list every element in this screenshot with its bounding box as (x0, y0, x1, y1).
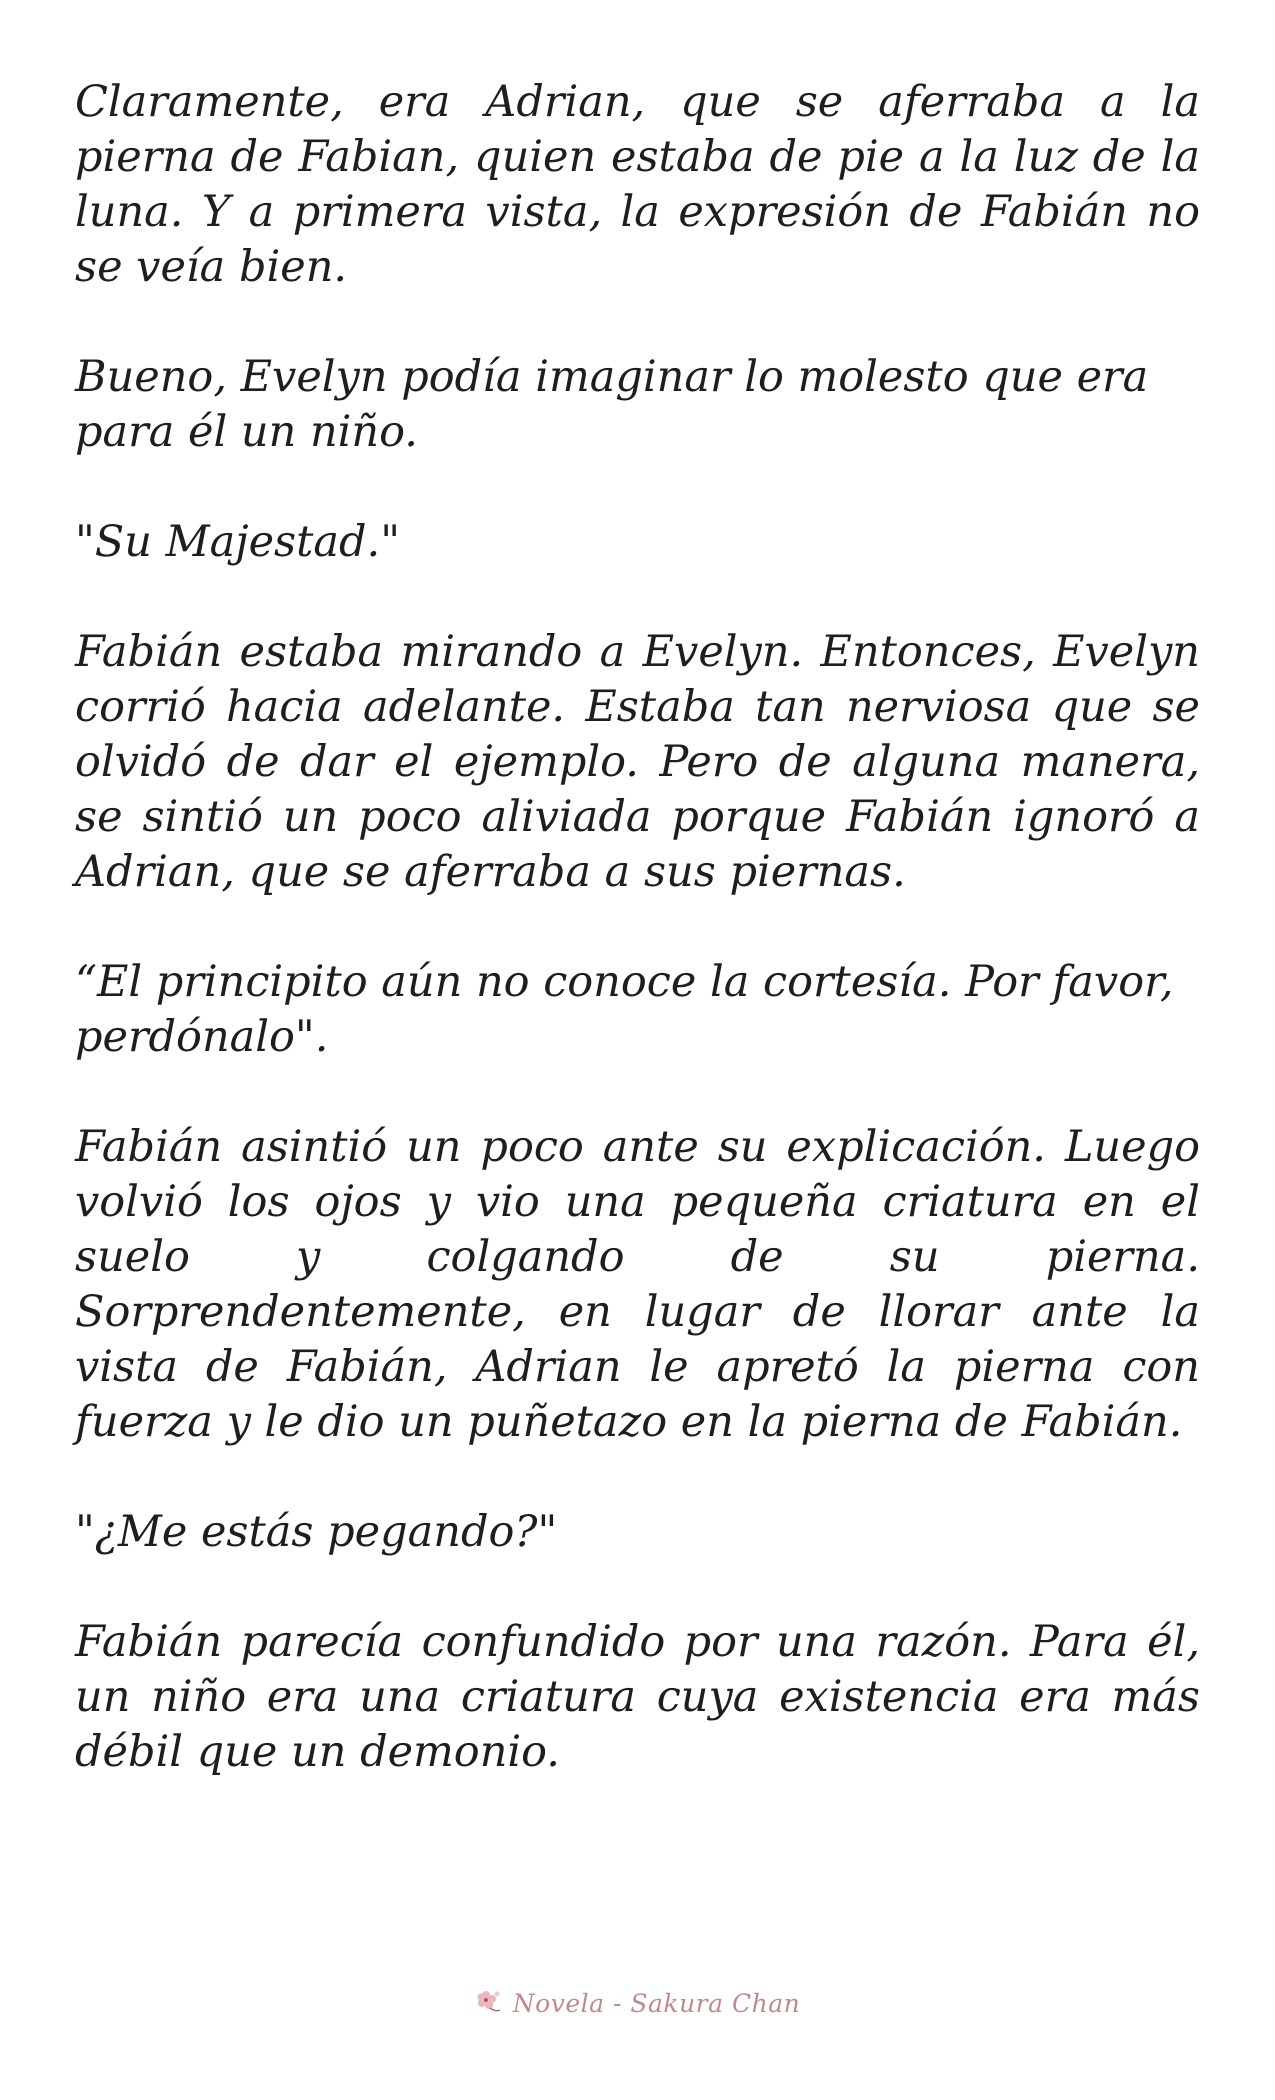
paragraph-3: Fabián estaba mirando a Evelyn. Entonces, Evelyn corrió hacia adelante. Estaba tan nerviosa que se olvidó de dar el ejemplo. Pero de alguna manera, se sintió un poco aliviada porque Fabián ignoró a Adrian, que se aferraba a sus piernas. (75, 627, 1200, 897)
novel-page (75, 75, 1200, 1835)
paragraph-5: Fabián parecía confundido por una razón. Para él, un niño era una criatura cuya existencia era más débil que un demonio. (75, 1617, 1200, 1777)
paragraph-1: Claramente, era Adrian, que se aferraba a la pierna de Fabian, quien estaba de pie a la luz de la luna. Y a primera vista, la expresión de Fabián no se veía bien. (75, 77, 1200, 292)
dialogue-2: “El principito aún no conoce la cortesía. Por favor, perdónalo". (75, 957, 1174, 1062)
paragraph-4: Fabián asintió un poco ante su explicación. Luego volvió los ojos y vio una pequeña criatura en el suelo y colgando de su pierna. Sorprendentemente, en lugar de llorar ante la vista de Fabián, Adrian le apretó la pierna con fuerza y le dio un puñetazo en la pierna de Fabián. (75, 1122, 1200, 1447)
footer-watermark (0, 1988, 1275, 2018)
dialogue-1: "Su Majestad." (75, 517, 400, 567)
watermark-text: Novela - Sakura Chan (512, 1988, 801, 2018)
sakura-flower-icon (475, 1988, 505, 2018)
dialogue-3: "¿Me estás pegando?" (75, 1507, 558, 1557)
paragraph-2: Bueno, Evelyn podía imaginar lo molesto que era para él un niño. (75, 352, 1149, 457)
